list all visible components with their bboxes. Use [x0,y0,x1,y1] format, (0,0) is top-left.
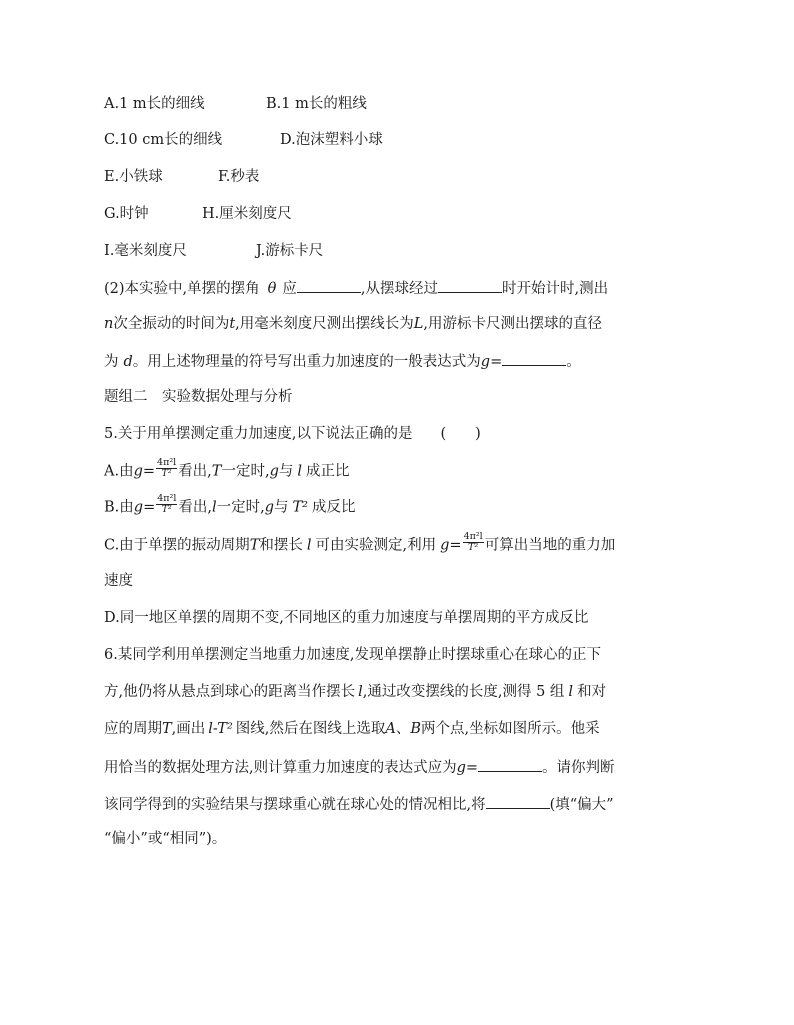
var-n: n [104,316,114,332]
q5-text: A.由 [104,463,134,480]
q5-text: 可由实验测定,利用 [315,537,437,554]
var-g: g [456,760,466,776]
section-heading: 题组二 实验数据处理与分析 [104,389,293,405]
q4-2-text: 时开始计时,测出 [502,281,609,297]
var-L: L [413,316,424,332]
q6-text: 该同学得到的实验结果与摆球重心就在球心处的情况相比,将 [104,797,486,813]
var-g: g [440,537,450,554]
answer-blank-comparison[interactable] [486,793,550,809]
answer-blank-g-expression[interactable] [502,350,566,366]
equals-sign: = [142,463,156,480]
q6-text: 方,他仍将从悬点到球心的距离当作摆长 [104,684,356,700]
q4-2-line2 [104,314,602,334]
point-A: A [385,721,396,737]
option-h: H.厘米刻度尺 [202,206,292,222]
answer-blank-angle[interactable] [297,277,361,293]
q6-text: 和对 [577,684,607,700]
fraction-denominator: T² [468,542,479,553]
point-B: B [410,721,422,737]
fraction-denominator: T² [161,504,172,515]
q6-line3 [104,719,600,739]
answer-blank-position[interactable] [438,277,502,293]
q6-text: 。请你判断 [542,760,615,776]
var-g: g [264,499,275,516]
q6-text: (填“偏大” [549,797,614,813]
var-g: g [133,499,144,516]
var-T: T [249,537,260,554]
option-c: C.10 cm长的细线 [104,132,223,148]
q5-option-c [104,531,616,556]
option-a: A.1 m长的细线 [104,96,205,112]
q4-2-text: 。用上述物理量的符号写出重力加速度的一般表达式为 [132,354,481,370]
var-t: t [229,316,236,332]
q6-line6: “偏小”或“相同”)。 [104,831,227,847]
q5-text: 看出, [178,499,212,516]
q5-text: B.由 [104,499,134,516]
option-row-gh [104,204,292,224]
q4-2-line3 [104,350,581,372]
q5-stem-text: 5.关于用单摆测定重力加速度,以下说法正确的是 [104,426,413,442]
option-d: D.泡沫塑料小球 [280,132,383,148]
formula-fraction [156,494,177,515]
q5-text: 看出, [178,463,212,480]
q4-2-text: (2)本实验中,单摆的摆角 [104,281,260,297]
q6-line4 [104,756,615,778]
var-T: T [211,463,222,480]
q4-2-text: 次全振动的时间为 [113,316,230,332]
var-l: l [306,537,312,554]
fraction-numerator: 4π²l [463,531,483,542]
formula-fraction [463,532,484,553]
option-j: J.游标卡尺 [256,243,324,259]
q6-text: 6.某同学利用单摆测定当地重力加速度,发现单摆静止时摆球重心在球心的正下 [104,647,601,663]
q5-text: 一定时, [221,463,270,480]
equals-sign: = [490,354,503,370]
q5-text: 成反比 [312,499,356,516]
option-b: B.1 m长的粗线 [266,96,367,112]
q5-text: 可算出当地的重力加 [484,537,616,554]
option-row-ab [104,94,367,114]
q6-text: 两个点,坐标如图所示。他采 [421,721,600,737]
equals-sign: = [465,760,479,776]
q5-option-d: D.同一地区单摆的周期不变,不同地区的重力加速度与单摆周期的平方成反比 [104,610,589,626]
option-row-cd [104,130,383,150]
option-f: F.秒表 [218,169,260,185]
var-T-squared: T² [292,499,308,516]
option-row-ef [104,167,260,187]
var-g: g [480,354,491,370]
q6-line2 [104,682,606,702]
fraction-numerator: 4π²l [157,457,177,468]
answer-paren[interactable]: ( ) [440,426,481,442]
option-g: G.时钟 [104,206,149,222]
q5-text: 与 [274,499,289,516]
q4-2-text: ,从摆球经过 [360,281,438,297]
q4-2-text: ,用游标卡尺测出摆球的直径 [423,316,603,332]
q5-option-b [104,493,356,518]
var-l: l [358,684,363,700]
q5-stem [104,424,481,444]
q5-text: 成正比 [306,463,350,480]
var-T: T [162,721,172,737]
q6-text: ,画出 [171,721,206,737]
q6-text: 应的周期 [104,721,162,737]
q6-line1 [104,645,601,665]
q5-option-a [104,457,350,482]
q6-line5 [104,793,614,815]
q5-text: 和摆长 [259,537,303,554]
var-g: g [269,463,279,480]
option-i: I.毫米刻度尺 [104,243,187,259]
var-l: l [211,499,217,516]
fraction-denominator: T² [161,468,172,479]
var-l: l [568,684,574,700]
option-e: E.小铁球 [104,169,163,185]
equals-sign: = [449,537,462,554]
q5-text: 一定时, [216,499,265,516]
answer-blank-g-expression[interactable] [478,756,542,772]
q6-text: ,通过改变摆线的长度,测得 5 组 [362,684,565,700]
q5-text: C.由于单摆的振动周期 [104,537,250,554]
fraction-numerator: 4π²l [157,493,177,504]
var-g: g [133,463,143,480]
q6-text: 、 [395,721,411,737]
q5-option-c-cont: 速度 [104,573,133,589]
q6-text: 图线,然后在图线上选取 [235,721,386,737]
var-l: l [297,463,303,480]
formula-fraction [156,458,177,479]
q4-2-text: 。 [566,354,581,370]
q4-2-text: 为 [104,354,119,370]
q4-2-text: 应 [282,281,297,297]
q5-text: 与 [278,463,294,480]
theta-symbol: θ [267,281,277,297]
q4-2-line1 [104,277,608,299]
var-d: d [123,354,133,370]
q6-text: 用恰当的数据处理方法,则计算重力加速度的表达式应为 [104,760,457,776]
var-l-T-squared: l-T² [208,721,233,737]
equals-sign: = [143,499,156,516]
option-row-ij [104,241,324,261]
q4-2-text: ,用毫米刻度尺测出摆线长为 [235,316,414,332]
